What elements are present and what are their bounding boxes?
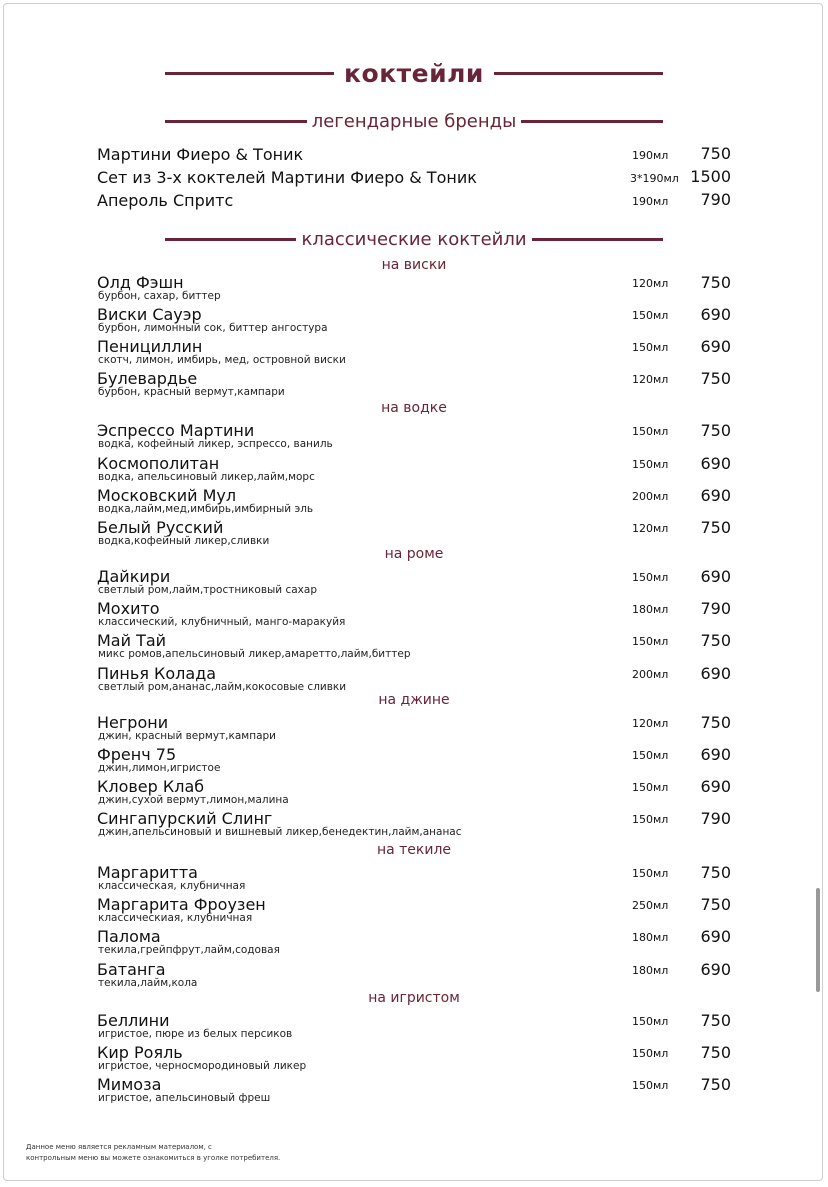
category-title: на водке xyxy=(381,400,447,416)
menu-item xyxy=(97,777,737,807)
item-name: Московский Мул xyxy=(97,486,237,505)
item-price: 750 xyxy=(700,631,731,650)
item-price: 690 xyxy=(700,305,731,324)
menu-item xyxy=(97,305,737,335)
menu-item xyxy=(97,664,737,694)
item-price: 690 xyxy=(700,745,731,764)
menu-item xyxy=(97,421,737,451)
item-price: 750 xyxy=(700,369,731,388)
menu-item xyxy=(97,486,737,516)
menu-item xyxy=(97,273,737,303)
item-name: Эспрессо Мартини xyxy=(97,421,255,440)
item-volume: 190мл xyxy=(632,149,669,162)
item-description: джин,сухой вермут,лимон,малина xyxy=(98,794,289,806)
item-description: микс ромов,апельсиновый ликер,амаретто,лайм,биттер xyxy=(98,648,411,660)
menu-item xyxy=(97,895,737,925)
item-volume: 180мл xyxy=(632,603,669,616)
item-volume: 180мл xyxy=(632,931,669,944)
menu-item xyxy=(97,713,737,743)
item-name: Палома xyxy=(97,927,161,946)
item-description: классическая, клубничная xyxy=(98,880,246,892)
item-price: 690 xyxy=(700,927,731,946)
category-title: на текиле xyxy=(376,842,452,858)
item-volume: 150мл xyxy=(632,571,669,584)
item-price: 750 xyxy=(700,1075,731,1094)
item-name: Май Тай xyxy=(97,631,167,650)
item-volume: 150мл xyxy=(632,341,669,354)
item-description: водка, кофейный ликер, эспрессо, ваниль xyxy=(98,438,333,450)
item-name: Мартини Фиеро & Тоник xyxy=(97,145,304,164)
item-volume: 190мл xyxy=(632,195,669,208)
item-name: Сет из 3-х коктелей Мартини Фиеро & Тоник xyxy=(97,168,477,187)
menu-item xyxy=(97,567,737,597)
item-volume: 150мл xyxy=(632,425,669,438)
menu-item xyxy=(97,337,737,367)
item-price: 790 xyxy=(700,599,731,618)
item-price: 750 xyxy=(700,518,731,537)
item-volume: 200мл xyxy=(632,490,669,503)
item-description: водка,кофейный ликер,сливки xyxy=(98,535,270,547)
item-price: 690 xyxy=(700,486,731,505)
menu-item xyxy=(97,191,737,221)
item-name: Маргаритта xyxy=(97,863,198,882)
menu-item xyxy=(97,745,737,775)
item-name: Мохито xyxy=(97,599,160,618)
item-price: 750 xyxy=(700,863,731,882)
menu-item xyxy=(97,1011,737,1041)
menu-item xyxy=(97,927,737,957)
menu-item xyxy=(97,1043,737,1073)
item-name: Кир Рояль xyxy=(97,1043,183,1062)
classic-heading: классические коктейли xyxy=(301,228,527,250)
item-description: текила,грейпфрут,лайм,содовая xyxy=(98,944,280,956)
classic-rule-right xyxy=(532,238,663,241)
classic-rule-left xyxy=(165,238,296,241)
menu-item xyxy=(97,1075,737,1105)
item-name: Виски Сауэр xyxy=(97,305,202,324)
item-price: 750 xyxy=(700,273,731,292)
item-price: 690 xyxy=(700,777,731,796)
item-description: текила,лайм,кола xyxy=(98,977,198,989)
item-volume: 150мл xyxy=(632,867,669,880)
menu-item xyxy=(97,599,737,629)
item-name: Кловер Клаб xyxy=(97,777,205,796)
item-price: 690 xyxy=(700,960,731,979)
category-title: на роме xyxy=(384,546,444,562)
menu-item xyxy=(97,369,737,399)
legendary-heading-row xyxy=(165,108,663,134)
legendary-heading: легендарные бренды xyxy=(311,110,517,132)
item-price: 750 xyxy=(700,713,731,732)
item-name: Космополитан xyxy=(97,454,220,473)
category-title: на джине xyxy=(378,692,450,708)
disclaimer xyxy=(26,1142,366,1164)
item-volume: 150мл xyxy=(632,458,669,471)
item-description: бурбон, лимонный сок, биттер ангостура xyxy=(98,322,328,334)
menu-item xyxy=(97,454,737,484)
item-description: светлый ром,лайм,тростниковый сахар xyxy=(98,584,317,596)
item-price: 750 xyxy=(700,1043,731,1062)
item-name: Олд Фэшн xyxy=(97,273,184,292)
category-title: на виски xyxy=(381,257,447,273)
item-price: 1500 xyxy=(690,167,731,186)
vertical-scrollbar[interactable] xyxy=(816,888,820,992)
item-volume: 120мл xyxy=(632,277,669,290)
item-volume: 150мл xyxy=(632,1079,669,1092)
disclaimer-line: контрольным меню вы можете ознакомиться в уголке потребителя. xyxy=(26,1154,281,1162)
item-price: 750 xyxy=(700,895,731,914)
item-name: Пинья Колада xyxy=(97,664,217,683)
item-description: водка, апельсиновый ликер,лайм,морс xyxy=(98,471,315,483)
item-volume: 150мл xyxy=(632,813,669,826)
item-price: 690 xyxy=(700,664,731,683)
item-name: Сингапурский Слинг xyxy=(97,809,273,828)
item-description: бурбон, красный вермут,кампари xyxy=(98,386,285,398)
item-description: джин,лимон,игристое xyxy=(98,762,221,774)
item-volume: 180мл xyxy=(632,964,669,977)
item-description: джин, красный вермут,кампари xyxy=(98,730,277,742)
item-volume: 150мл xyxy=(632,781,669,794)
item-name: Пенициллин xyxy=(97,337,203,356)
item-volume: 150мл xyxy=(632,309,669,322)
item-description: классическиая, клубничная xyxy=(98,912,253,924)
item-name: Негрони xyxy=(97,713,169,732)
menu-item xyxy=(97,960,737,990)
item-name: Мимоза xyxy=(97,1075,162,1094)
item-price: 690 xyxy=(700,454,731,473)
item-volume: 120мл xyxy=(632,522,669,535)
item-volume: 120мл xyxy=(632,717,669,730)
disclaimer-line: Данное меню является рекламным материалом, с xyxy=(26,1143,212,1151)
item-volume: 150мл xyxy=(632,1047,669,1060)
item-description: водка,лайм,мед,имбирь,имбирный эль xyxy=(98,503,314,515)
item-price: 750 xyxy=(700,144,731,163)
item-name: Дайкири xyxy=(97,567,171,586)
classic-heading-row xyxy=(165,226,663,252)
item-name: Беллини xyxy=(97,1011,170,1030)
menu-item xyxy=(97,809,737,839)
item-price: 750 xyxy=(700,1011,731,1030)
item-volume: 120мл xyxy=(632,373,669,386)
item-description: игристое, черносмородиновый ликер xyxy=(98,1060,307,1072)
page-title: коктейли xyxy=(344,58,484,88)
item-description: джин,апельсиновый и вишневый ликер,бенедектин,лайм,ананас xyxy=(98,826,462,838)
item-price: 790 xyxy=(700,809,731,828)
menu-item xyxy=(97,631,737,661)
item-price: 790 xyxy=(700,190,731,209)
item-description: классический, клубничный, манго-маракуйя xyxy=(98,616,346,628)
item-volume: 150мл xyxy=(632,635,669,648)
item-price: 690 xyxy=(700,567,731,586)
item-description: игристое, пюре из белых персиков xyxy=(98,1028,293,1040)
item-name: Апероль Спритс xyxy=(97,191,234,210)
item-volume: 150мл xyxy=(632,1015,669,1028)
menu-title-row xyxy=(165,56,663,90)
item-price: 750 xyxy=(700,421,731,440)
item-name: Булевардье xyxy=(97,369,198,388)
item-description: скотч, лимон, имбирь, мед, островной виски xyxy=(98,354,346,366)
item-name: Батанга xyxy=(97,960,166,979)
item-description: игристое, апельсиновый фреш xyxy=(98,1092,271,1104)
item-name: Френч 75 xyxy=(97,745,177,764)
title-rule-left xyxy=(165,72,334,75)
item-price: 690 xyxy=(700,337,731,356)
legendary-rule-right xyxy=(521,120,663,123)
item-volume: 150мл xyxy=(632,749,669,762)
item-volume: 250мл xyxy=(632,899,669,912)
item-description: бурбон, сахар, биттер xyxy=(98,290,221,302)
item-name: Маргарита Фроузен xyxy=(97,895,266,914)
item-volume: 3*190мл xyxy=(630,172,679,185)
legendary-rule-left xyxy=(165,120,307,123)
menu-item xyxy=(97,518,737,548)
category-title: на игристом xyxy=(368,990,460,1006)
menu-item xyxy=(97,863,737,893)
item-name: Белый Русский xyxy=(97,518,224,537)
item-description: светлый ром,ананас,лайм,кокосовые сливки xyxy=(98,681,347,693)
item-volume: 200мл xyxy=(632,668,669,681)
title-rule-right xyxy=(494,72,663,75)
